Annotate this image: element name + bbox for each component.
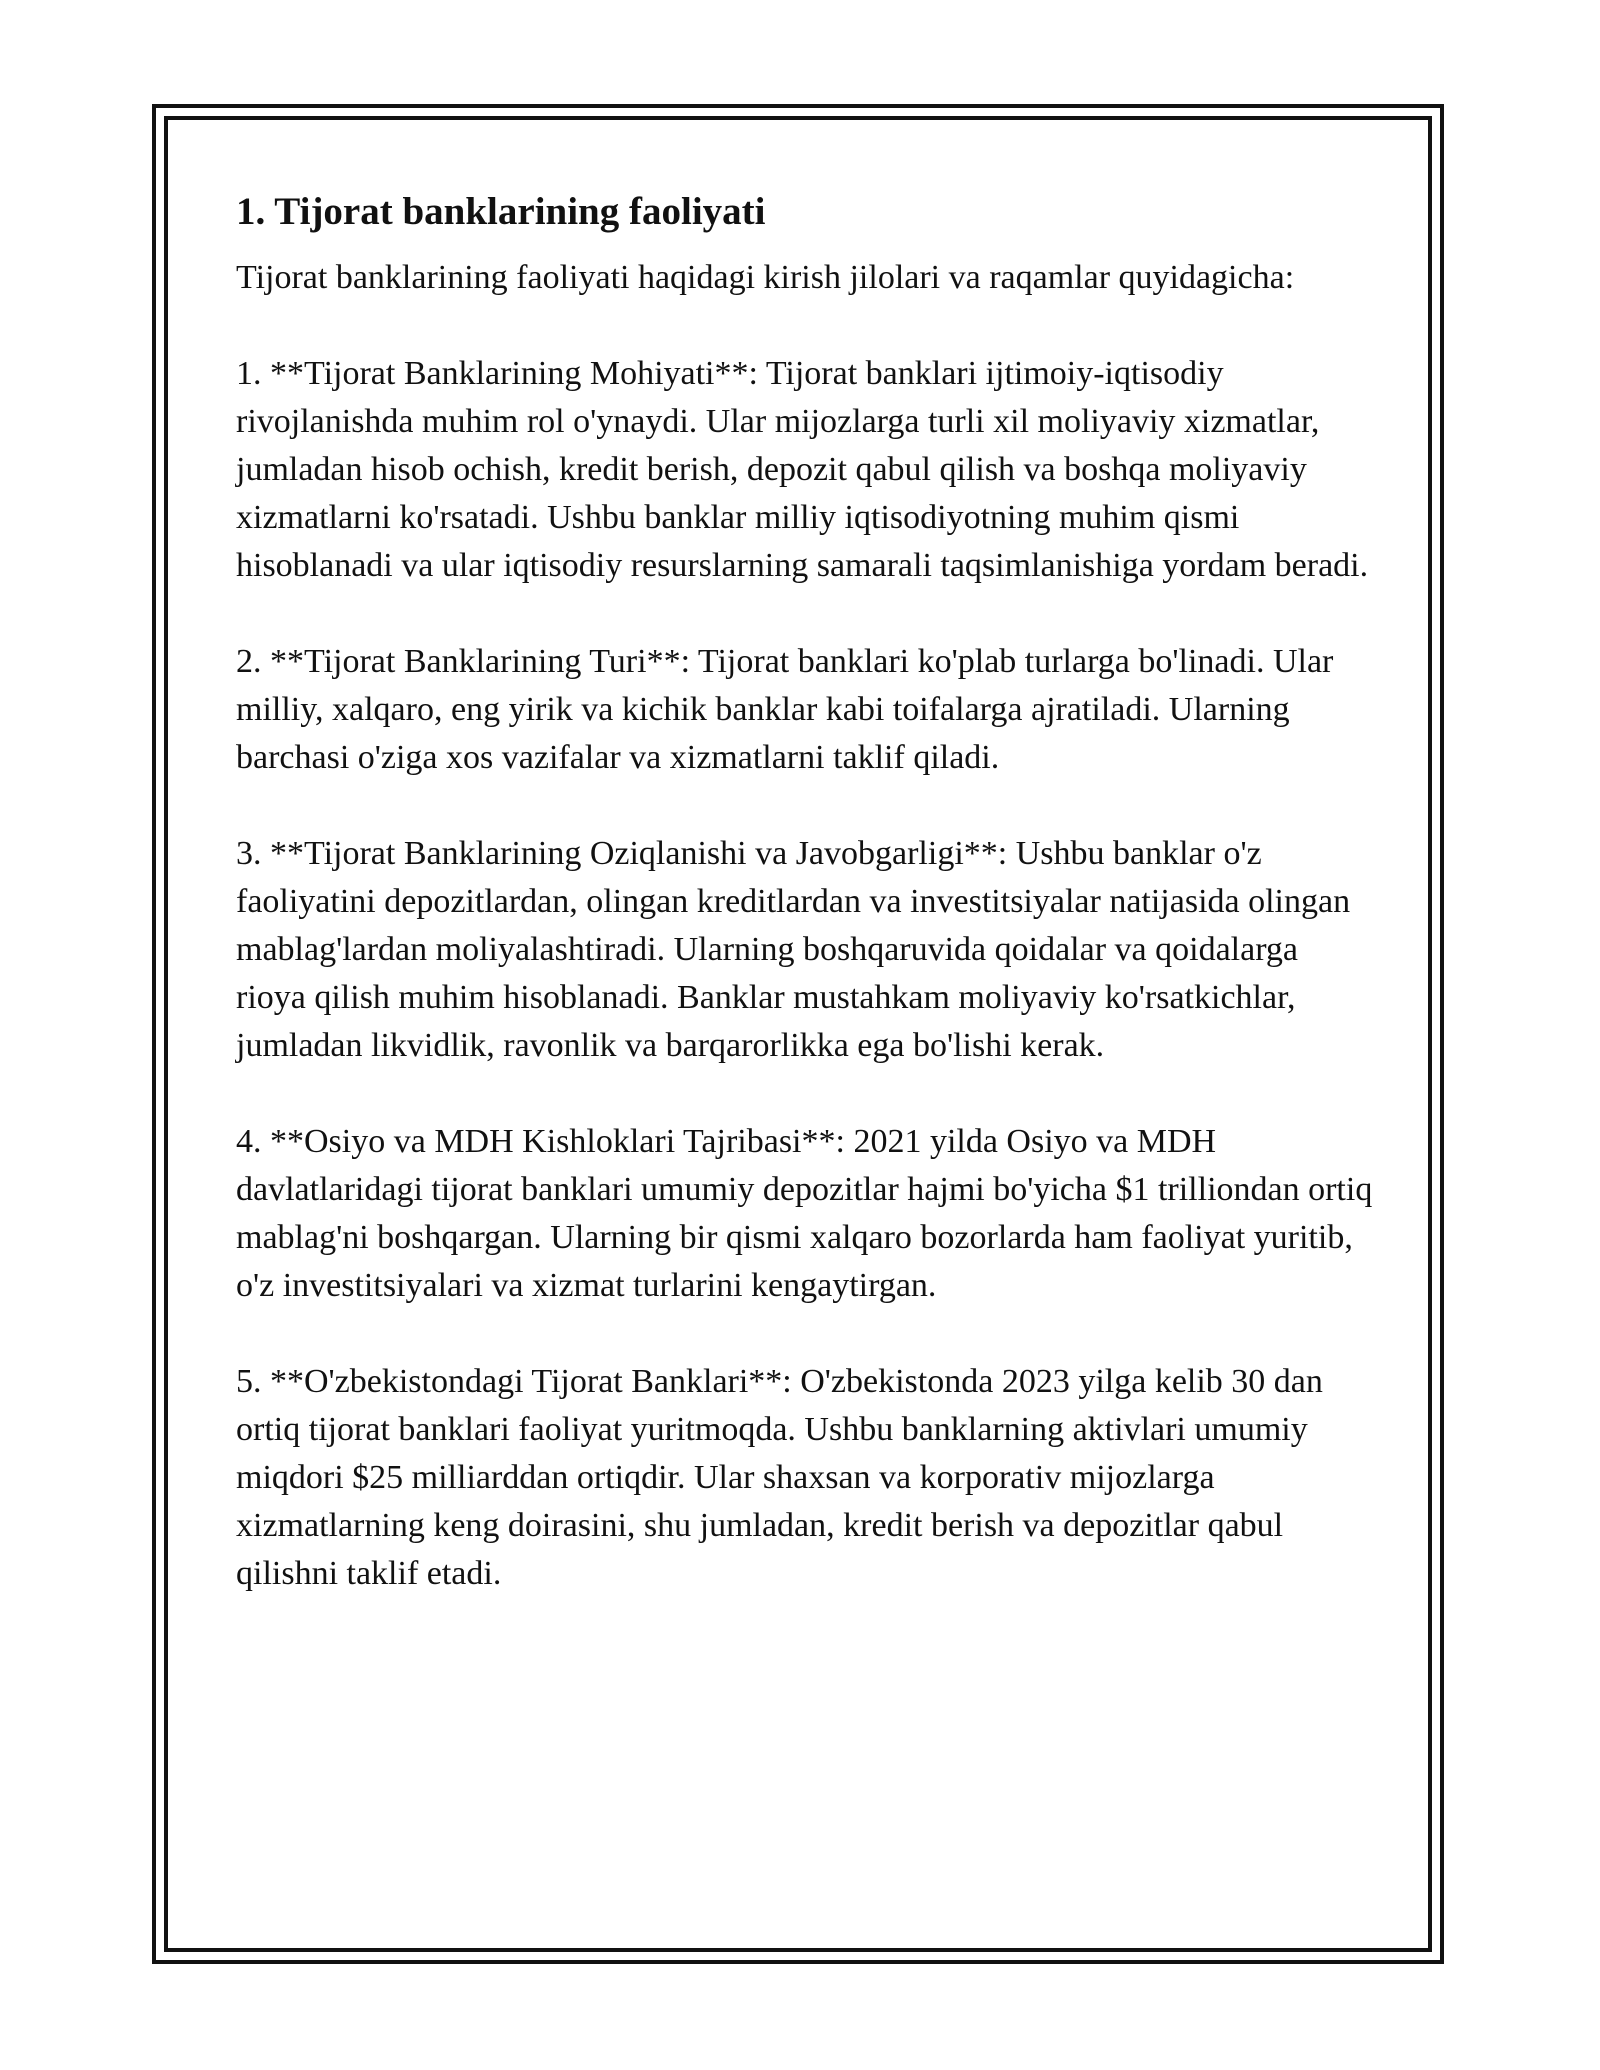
- intro-paragraph: Tijorat banklarining faoliyati haqidagi kirish jilolari va raqamlar quyidagicha:: [236, 259, 1295, 296]
- list-item-4: 4. **Osiyo va MDH Kishloklari Tajribasi**: 2021 yilda Osiyo va MDH davlatlaridagi tijorat banklari umumiy depozitlar hajmi bo'yicha $1 trilliondan ortiq mablag'ni boshqargan. Ularning bir qismi xalqaro bozorlarda ham faoliyat yuritib, o'z investitsiyalari va xizmat turlarini kengaytirgan.: [236, 1123, 1373, 1304]
- list-item-3: 3. **Tijorat Banklarining Oziqlanishi va Javobgarligi**: Ushbu banklar o'z faoliyatini depozitlardan, olingan kreditlardan va investitsiyalar natijasida olingan mablag'lardan moliyalashtiradi. Ularning boshqaruvida qoidalar va qoidalarga rioya qilish muhim hisoblanadi. Banklar mustahkam moliyaviy ko'rsatkichlar, jumladan likvidlik, ravonlik va barqarorlikka ega bo'lishi kerak.: [236, 835, 1351, 1064]
- list-item-5: 5. **O'zbekistondagi Tijorat Banklari**: O'zbekistonda 2023 yilga kelib 30 dan ortiq tijorat banklari faoliyat yuritmoqda. Ushbu banklarning aktivlari umumiy miqdori $25 milliarddan ortiqdir. Ular shaxsan va korporativ mijozlarga xizmatlarning keng doirasini, shu jumladan, kredit berish va depozitlar qabul qilishni taklif etadi.: [236, 1363, 1323, 1592]
- list-item-1: 1. **Tijorat Banklarining Mohiyati**: Tijorat banklari ijtimoiy-iqtisodiy rivojlanishda muhim rol o'ynaydi. Ular mijozlarga turli xil moliyaviy xizmatlar, jumladan hisob ochish, kredit berish, depozit qabul qilish va boshqa moliyaviy xizmatlarni ko'rsatadi. Ushbu banklar milliy iqtisodiyotning muhim qismi hisoblanadi va ular iqtisodiy resurslarning samarali taqsimlanishiga yordam beradi.: [236, 355, 1369, 584]
- section-heading: 1. Tijorat banklarining faoliyati: [236, 190, 766, 233]
- list-item-2: 2. **Tijorat Banklarining Turi**: Tijorat banklari ko'plab turlarga bo'linadi. Ular milliy, xalqaro, eng yirik va kichik banklar kabi toifalarga ajratiladi. Ularning barchasi o'ziga xos vazifalar va xizmatlarni taklif qiladi.: [236, 643, 1334, 776]
- document-body: [236, 188, 1376, 1646]
